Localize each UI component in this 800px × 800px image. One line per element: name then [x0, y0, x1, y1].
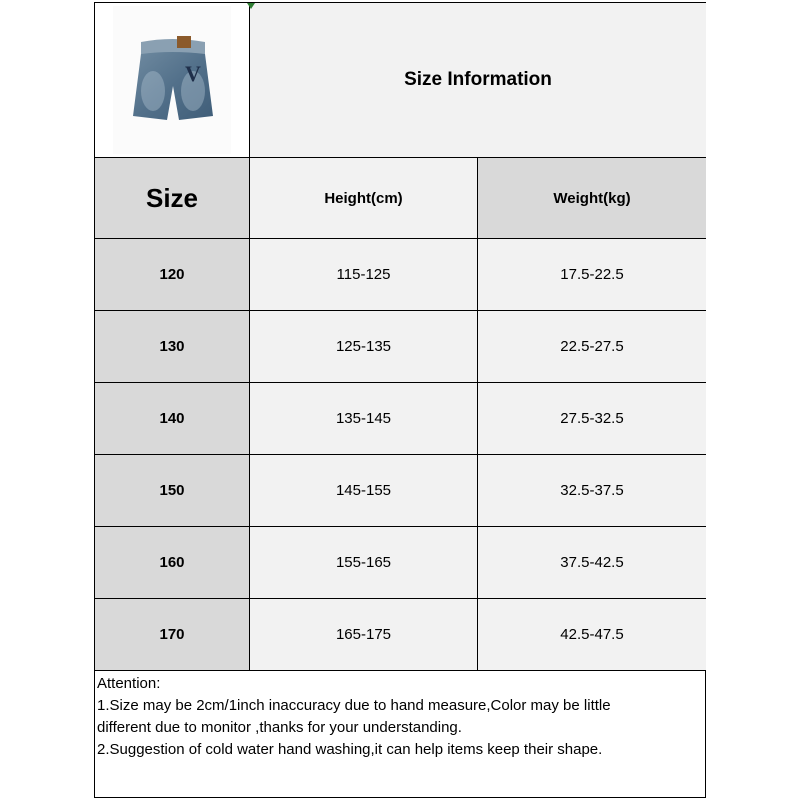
table-row-height-cell [250, 383, 477, 454]
grid-line [95, 454, 706, 455]
height-value: 135-145 [335, 410, 392, 427]
size-value: 160 [159, 554, 185, 571]
notes-line: 1.Size may be 2cm/1inch inaccuracy due to hand measure,Color may be little [97, 697, 611, 714]
product-image-cell [95, 3, 249, 157]
table-row-weight-cell [478, 527, 706, 598]
table-row-height-cell [250, 527, 477, 598]
table-row-height-cell [250, 239, 477, 310]
size-value: 130 [159, 338, 185, 355]
height-value: 155-165 [335, 554, 392, 571]
notes-heading: Attention: [97, 675, 161, 692]
table-row-size-cell [95, 383, 249, 454]
table-row-size-cell [95, 599, 249, 670]
table-row-size-cell [95, 527, 249, 598]
grid-line [95, 310, 706, 311]
grid-line [95, 598, 706, 599]
header-height-cell [250, 158, 477, 238]
weight-value: 27.5-32.5 [560, 410, 624, 427]
table-row-weight-cell [478, 311, 706, 382]
grid-line [95, 157, 706, 158]
weight-value: 32.5-37.5 [560, 482, 624, 499]
attention-notes [97, 673, 702, 761]
table-row-height-cell [250, 599, 477, 670]
notes-line: 2.Suggestion of cold water hand washing,it can help items keep their shape. [97, 741, 603, 758]
table-row-weight-cell [478, 383, 706, 454]
grid-line [95, 670, 706, 671]
size-value: 140 [159, 410, 185, 427]
weight-value: 17.5-22.5 [560, 266, 624, 283]
title-cell [250, 3, 706, 157]
size-value: 150 [159, 482, 185, 499]
height-value: 145-155 [335, 482, 392, 499]
header-size-cell [95, 158, 249, 238]
table-row-size-cell [95, 239, 249, 310]
table-row-height-cell [250, 311, 477, 382]
grid-line [249, 3, 250, 671]
cell-marker-icon [247, 3, 255, 9]
page-title: Size Information [404, 69, 552, 90]
grid-line [477, 158, 478, 671]
column-header-weight: Weight(kg) [553, 189, 631, 207]
header-weight-cell [478, 158, 706, 238]
column-header-height: Height(cm) [324, 189, 403, 207]
height-value: 165-175 [335, 626, 392, 643]
table-row-size-cell [95, 311, 249, 382]
grid-line [95, 238, 706, 239]
table-row-height-cell [250, 455, 477, 526]
size-value: 120 [159, 266, 185, 283]
weight-value: 42.5-47.5 [560, 626, 624, 643]
grid-line [95, 382, 706, 383]
table-row-weight-cell [478, 239, 706, 310]
height-value: 115-125 [336, 266, 391, 283]
table-row-weight-cell [478, 455, 706, 526]
table-row-weight-cell [478, 599, 706, 670]
column-header-size: Size [145, 182, 199, 213]
weight-value: 22.5-27.5 [560, 338, 624, 355]
grid-line [95, 526, 706, 527]
table-row-size-cell [95, 455, 249, 526]
size-value: 170 [159, 626, 185, 643]
weight-value: 37.5-42.5 [560, 554, 624, 571]
notes-line: different due to monitor ,thanks for your understanding. [97, 719, 462, 736]
height-value: 125-135 [335, 338, 392, 355]
size-chart-sheet [94, 2, 706, 798]
logo-letter: V [185, 61, 201, 86]
denim-shorts-image [113, 6, 231, 154]
